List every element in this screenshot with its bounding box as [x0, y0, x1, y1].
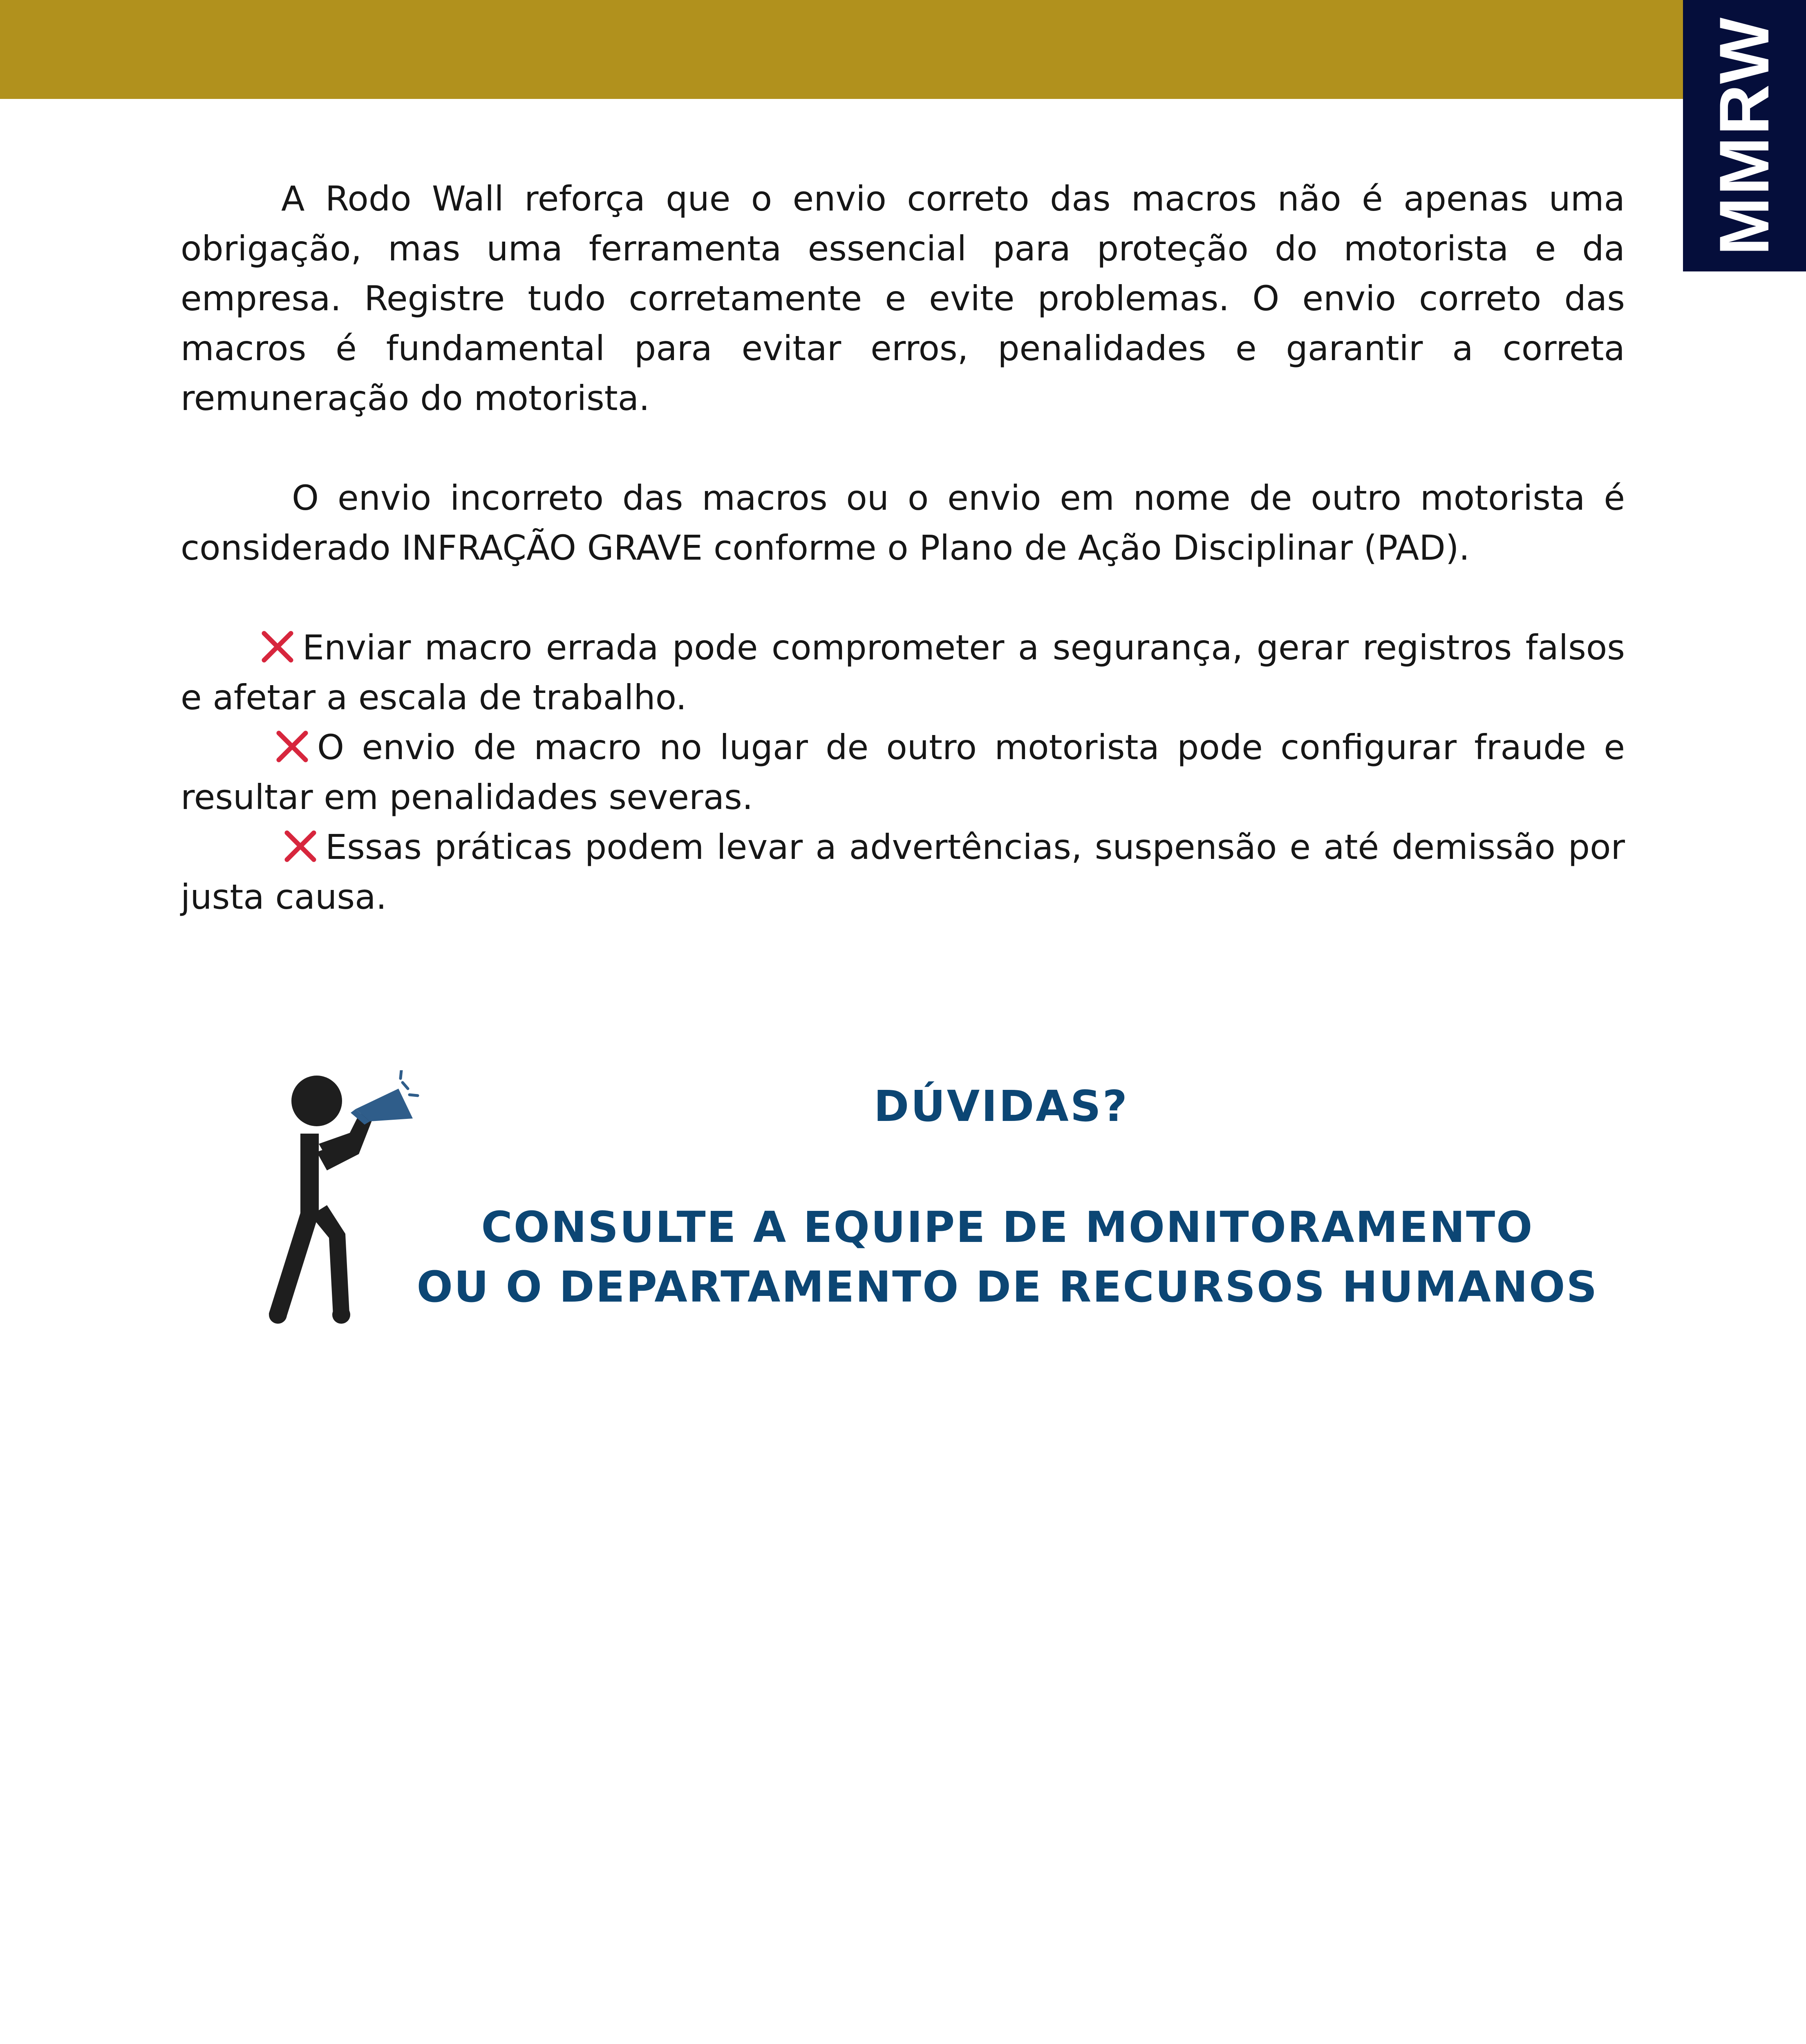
spacer [181, 573, 1625, 623]
spacer [181, 423, 1625, 473]
warning-text: Essas práticas podem levar a advertências, suspensão e até demissão por justa causa. [181, 827, 1625, 917]
cross-mark-icon [284, 829, 317, 863]
paragraph-infraction: O envio incorreto das macros ou o envio em nome de outro motorista é considerado INFRAÇÃO GRAVE conforme o Plano de Ação Disciplinar (PAD). [181, 478, 1625, 568]
person-megaphone-icon [257, 1070, 421, 1328]
section-tab-label: MMRW [1705, 16, 1784, 256]
callout-line-1: CONSULTE A EQUIPE DE MONITORAMENTO [481, 1202, 1534, 1252]
paragraph-intro: A Rodo Wall reforça que o envio correto das macros não é apenas uma obrigação, mas uma ferramenta essencial para proteção do motorista e da empresa. Registre tudo corretamente e evite problemas. O envio correto das macros é fundamental para evitar erros, penalidades e garantir a correta remuneração do motorista. [181, 179, 1625, 418]
warning-item [181, 722, 1625, 822]
callout-line-2: OU O DEPARTAMENTO DE RECURSOS HUMANOS [416, 1262, 1598, 1312]
cross-mark-icon [275, 730, 309, 763]
callout-question: DÚVIDAS? [873, 1081, 1129, 1131]
main-content [181, 174, 1625, 922]
section-tab [1683, 0, 1806, 271]
header-band [0, 0, 1684, 99]
warning-item [181, 623, 1625, 722]
cross-mark-icon [261, 630, 294, 663]
warning-text: Enviar macro errada pode comprometer a segurança, gerar registros falsos e afetar a escala de trabalho. [181, 628, 1625, 717]
warning-item [181, 822, 1625, 922]
warning-text: O envio de macro no lugar de outro motorista pode configurar fraude e resultar em penalidades severas. [181, 727, 1625, 817]
